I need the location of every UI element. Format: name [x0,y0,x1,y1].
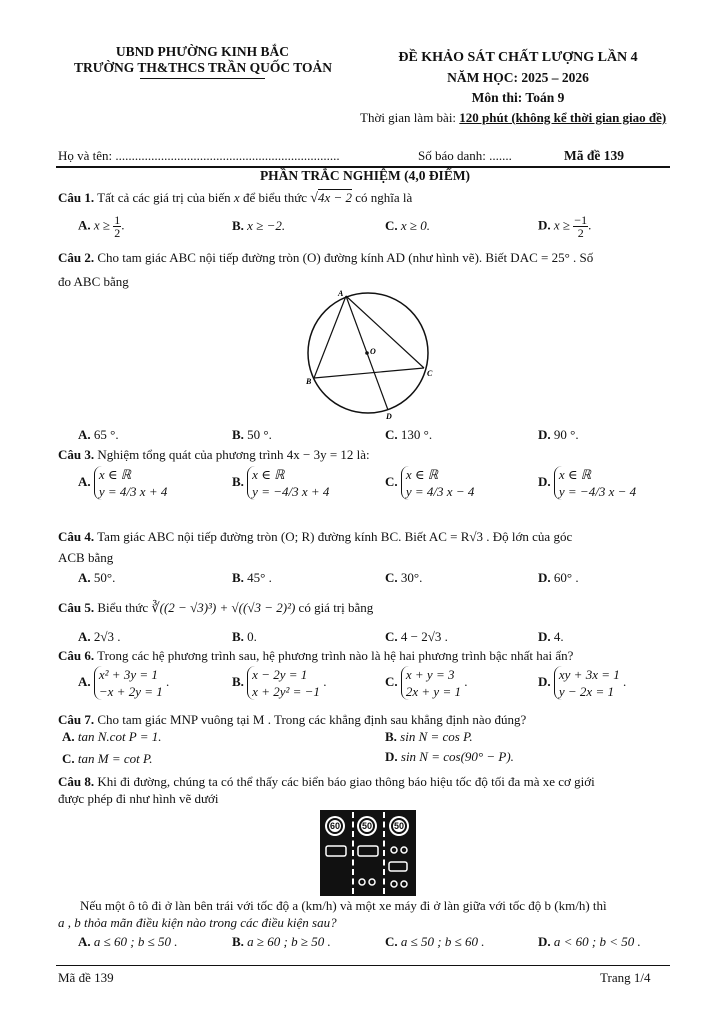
exam-title: ĐỀ KHẢO SÁT CHẤT LƯỢNG LẦN 4 [398,50,638,65]
q8-option-a[interactable]: A. a ≤ 60 ; b ≤ 50 . [78,934,178,949]
footer-page-number: Trang 1/4 [600,970,651,985]
school-authority: UBND PHƯỜNG KINH BẮC [115,44,290,59]
q1-option-a[interactable]: A. x ≥ $\frac{1}{2}$ . [78,213,125,240]
q3-option-d[interactable]: D. x ∈ ℝ y = −4/3 x − 4 [538,467,637,499]
q8-option-d[interactable]: D. a < 60 ; b < 50 . [538,934,641,949]
q3-option-c[interactable]: C. x ∈ ℝ y = 4/3 x − 4 [385,467,475,499]
section-title: PHẦN TRẮC NGHIỆM (4,0 ĐIỂM) [259,168,471,183]
footer-divider [56,965,670,966]
point-c-label: C [427,369,433,378]
question-6: Câu 6. Trong các hệ phương trình sau, hệ phương trình nào là hệ hai phương trình bậc nhất hai ẩn? [58,648,574,663]
q2-option-c[interactable]: C. 130 °. [385,427,433,442]
q8-option-b[interactable]: B. a ≥ 60 ; b ≥ 50 . [232,934,331,949]
segment-bc [314,368,424,378]
q7-option-d[interactable]: D. sin N = cos(90° − P). [385,749,514,764]
motorbike-icon-top [391,847,397,853]
circle-figure [296,288,446,424]
q3-option-a[interactable]: A. x ∈ ℝ y = 4/3 x + 4 [78,467,168,499]
q6-option-b[interactable]: B. x − 2y = 1 x + 2y² = −1 . [232,667,327,699]
q3-option-b[interactable]: B. x ∈ ℝ y = −4/3 x + 4 [232,467,330,499]
q4-option-b[interactable]: B. 45° . [232,570,272,585]
exam-code: Mã đề 139 [564,148,624,163]
segment-ac [346,296,424,368]
question-1: Câu 1. Tất cả các giá trị của biến x để biểu thức √4x − 2 có nghĩa là [58,190,413,206]
speed-sign-3: 50 [389,816,409,836]
subject: Môn thi: Toán 9 [471,90,565,105]
q1-option-d[interactable]: D. x ≥ $\frac{-1}{2}$ . [538,213,592,240]
q8-option-c[interactable]: C. a ≤ 50 ; b ≤ 60 . [385,934,485,949]
student-id-field: Số báo danh: ....... [418,148,512,163]
q1-option-c[interactable]: C. x ≥ 0. [385,218,431,233]
point-b-label: B [306,377,312,386]
q1-option-b[interactable]: B. x ≥ −2. [232,218,286,233]
q6-option-d[interactable]: D. xy + 3x = 1 y − 2x = 1 . [538,667,627,699]
footer-exam-code: Mã đề 139 [58,970,114,985]
q5-option-d[interactable]: D. 4. [538,629,564,644]
question-5: Câu 5. Biểu thức ∛((2 − √3)³) + √((√3 − 2)²) có giá trị bằng [58,600,374,615]
motorbike-icon-middle [359,879,365,885]
q2-option-b[interactable]: B. 50 °. [232,427,272,442]
truck-icon [389,862,407,871]
vehicle-icons [320,840,416,896]
question-4: Câu 4. Tam giác ABC nội tiếp đường tròn (O; R) đường kính BC. Biết AC = R√3 . Độ lớn của góc ACB bằng [58,529,573,565]
question-2: Câu 2. Cho tam giác ABC nội tiếp đường tròn (O) đường kính AD (như hình vẽ). Biết DAC = 25° . Số đo ABC bằng [58,250,594,289]
q2-option-d[interactable]: D. 90 °. [538,427,579,442]
question-3: Câu 3. Nghiệm tổng quát của phương trình 4x − 3y = 12 là: [58,447,370,462]
q4-option-a[interactable]: A. 50°. [78,570,116,585]
question-7: Câu 7. Cho tam giác MNP vuông tại M . Trong các khẳng định sau khẳng định nào đúng? [58,712,527,727]
point-a-label: A [338,289,344,298]
segment-ab [314,296,346,378]
student-name-field: Họ và tên: ..................................................................... [58,148,340,163]
school-name: TRƯỜNG TH&THCS TRẦN QUỐC TOẢN [73,60,333,75]
q2-option-a[interactable]: A. 65 °. [78,427,119,442]
q7-option-a[interactable]: A. tan N.cot P = 1. [62,729,162,744]
speed-sign-2: 50 [357,816,377,836]
q7-option-b[interactable]: B. sin N = cos P. [385,729,473,744]
point-d-label: D [386,412,392,421]
q6-option-a[interactable]: A. x² + 3y = 1 −x + 2y = 1 . [78,667,170,699]
q4-option-c[interactable]: C. 30°. [385,570,423,585]
car-icon-middle [358,846,378,856]
q7-option-c[interactable]: C. tan M = cot P. [62,751,153,766]
school-underline [140,78,265,79]
q4-option-d[interactable]: D. 60° . [538,570,579,585]
center-point [365,351,369,355]
q5-option-b[interactable]: B. 0. [232,629,257,644]
time-limit: Thời gian làm bài: 120 phút (không kể thời gian giao đề) [360,110,667,125]
speed-sign-board [320,810,416,896]
q6-option-c[interactable]: C. x + y = 3 2x + y = 1 . [385,667,468,699]
q5-option-c[interactable]: C. 4 − 2√3 . [385,629,448,644]
school-year: NĂM HỌC: 2025 – 2026 [447,70,589,85]
speed-sign-1: 60 [325,816,345,836]
question-8-text: Nếu một ô tô đi ở làn bên trái với tốc độ a (km/h) và một xe máy đi ở làn giữa với tốc độ b (km/h) thì a , b thỏa mãn điều kiện nào trong các điều kiện sau? [58,898,607,930]
question-8: Câu 8. Khi đi đường, chúng ta có thể thấy các biển báo giao thông báo hiệu tốc độ tối đa mà xe cơ giới được phép đi như hình vẽ dưới [58,774,595,806]
q5-option-a[interactable]: A. 2√3 . [78,629,121,644]
car-icon-left [326,846,346,856]
motorbike-icon-bottom [391,881,397,887]
point-o-label: O [370,347,376,356]
